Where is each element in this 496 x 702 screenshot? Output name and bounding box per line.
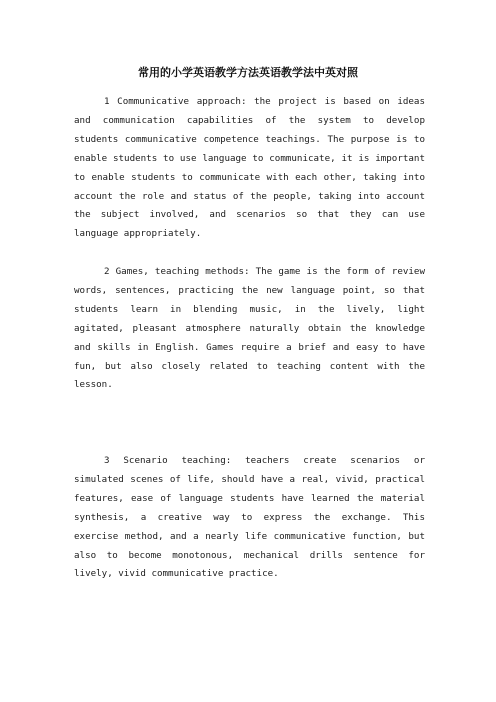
paragraph-scenario-teaching: 3 Scenario teaching: teachers create scenarios or simulated scenes of life, should have a real, vivid, practical features, ease of language students have learned the material synthesis, a creative way to express the exchange. This exercise method, and a nearly life communicative function, but also to become monotonous, mechanical drills sentence for lively, vivid communicative practice.	[74, 455, 425, 580]
paragraph-games-teaching: 2 Games, teaching methods: The game is the form of review words, sentences, practicing the new language point, so that students learn in blending music, in the lively, light agitated, pleasant atmosphere naturally obtain the knowledge and skills in English. Games require a brief and easy to have fun, but also closely related to teaching content with the lesson.	[74, 266, 425, 391]
paragraph-communicative-approach: 1 Communicative approach: the project is based on ideas and communication capabilities of the system to develop students communicative competence teachings. The purpose is to enable students to use language to communicate, it is important to enable students to communicate with each other, taking into account the role and status of the people, taking into account the subject involved, and scenarios so that they can use language appropriately.	[74, 96, 425, 240]
document-title: 常用的小学英语教学方法英语教学法中英对照	[138, 66, 358, 79]
